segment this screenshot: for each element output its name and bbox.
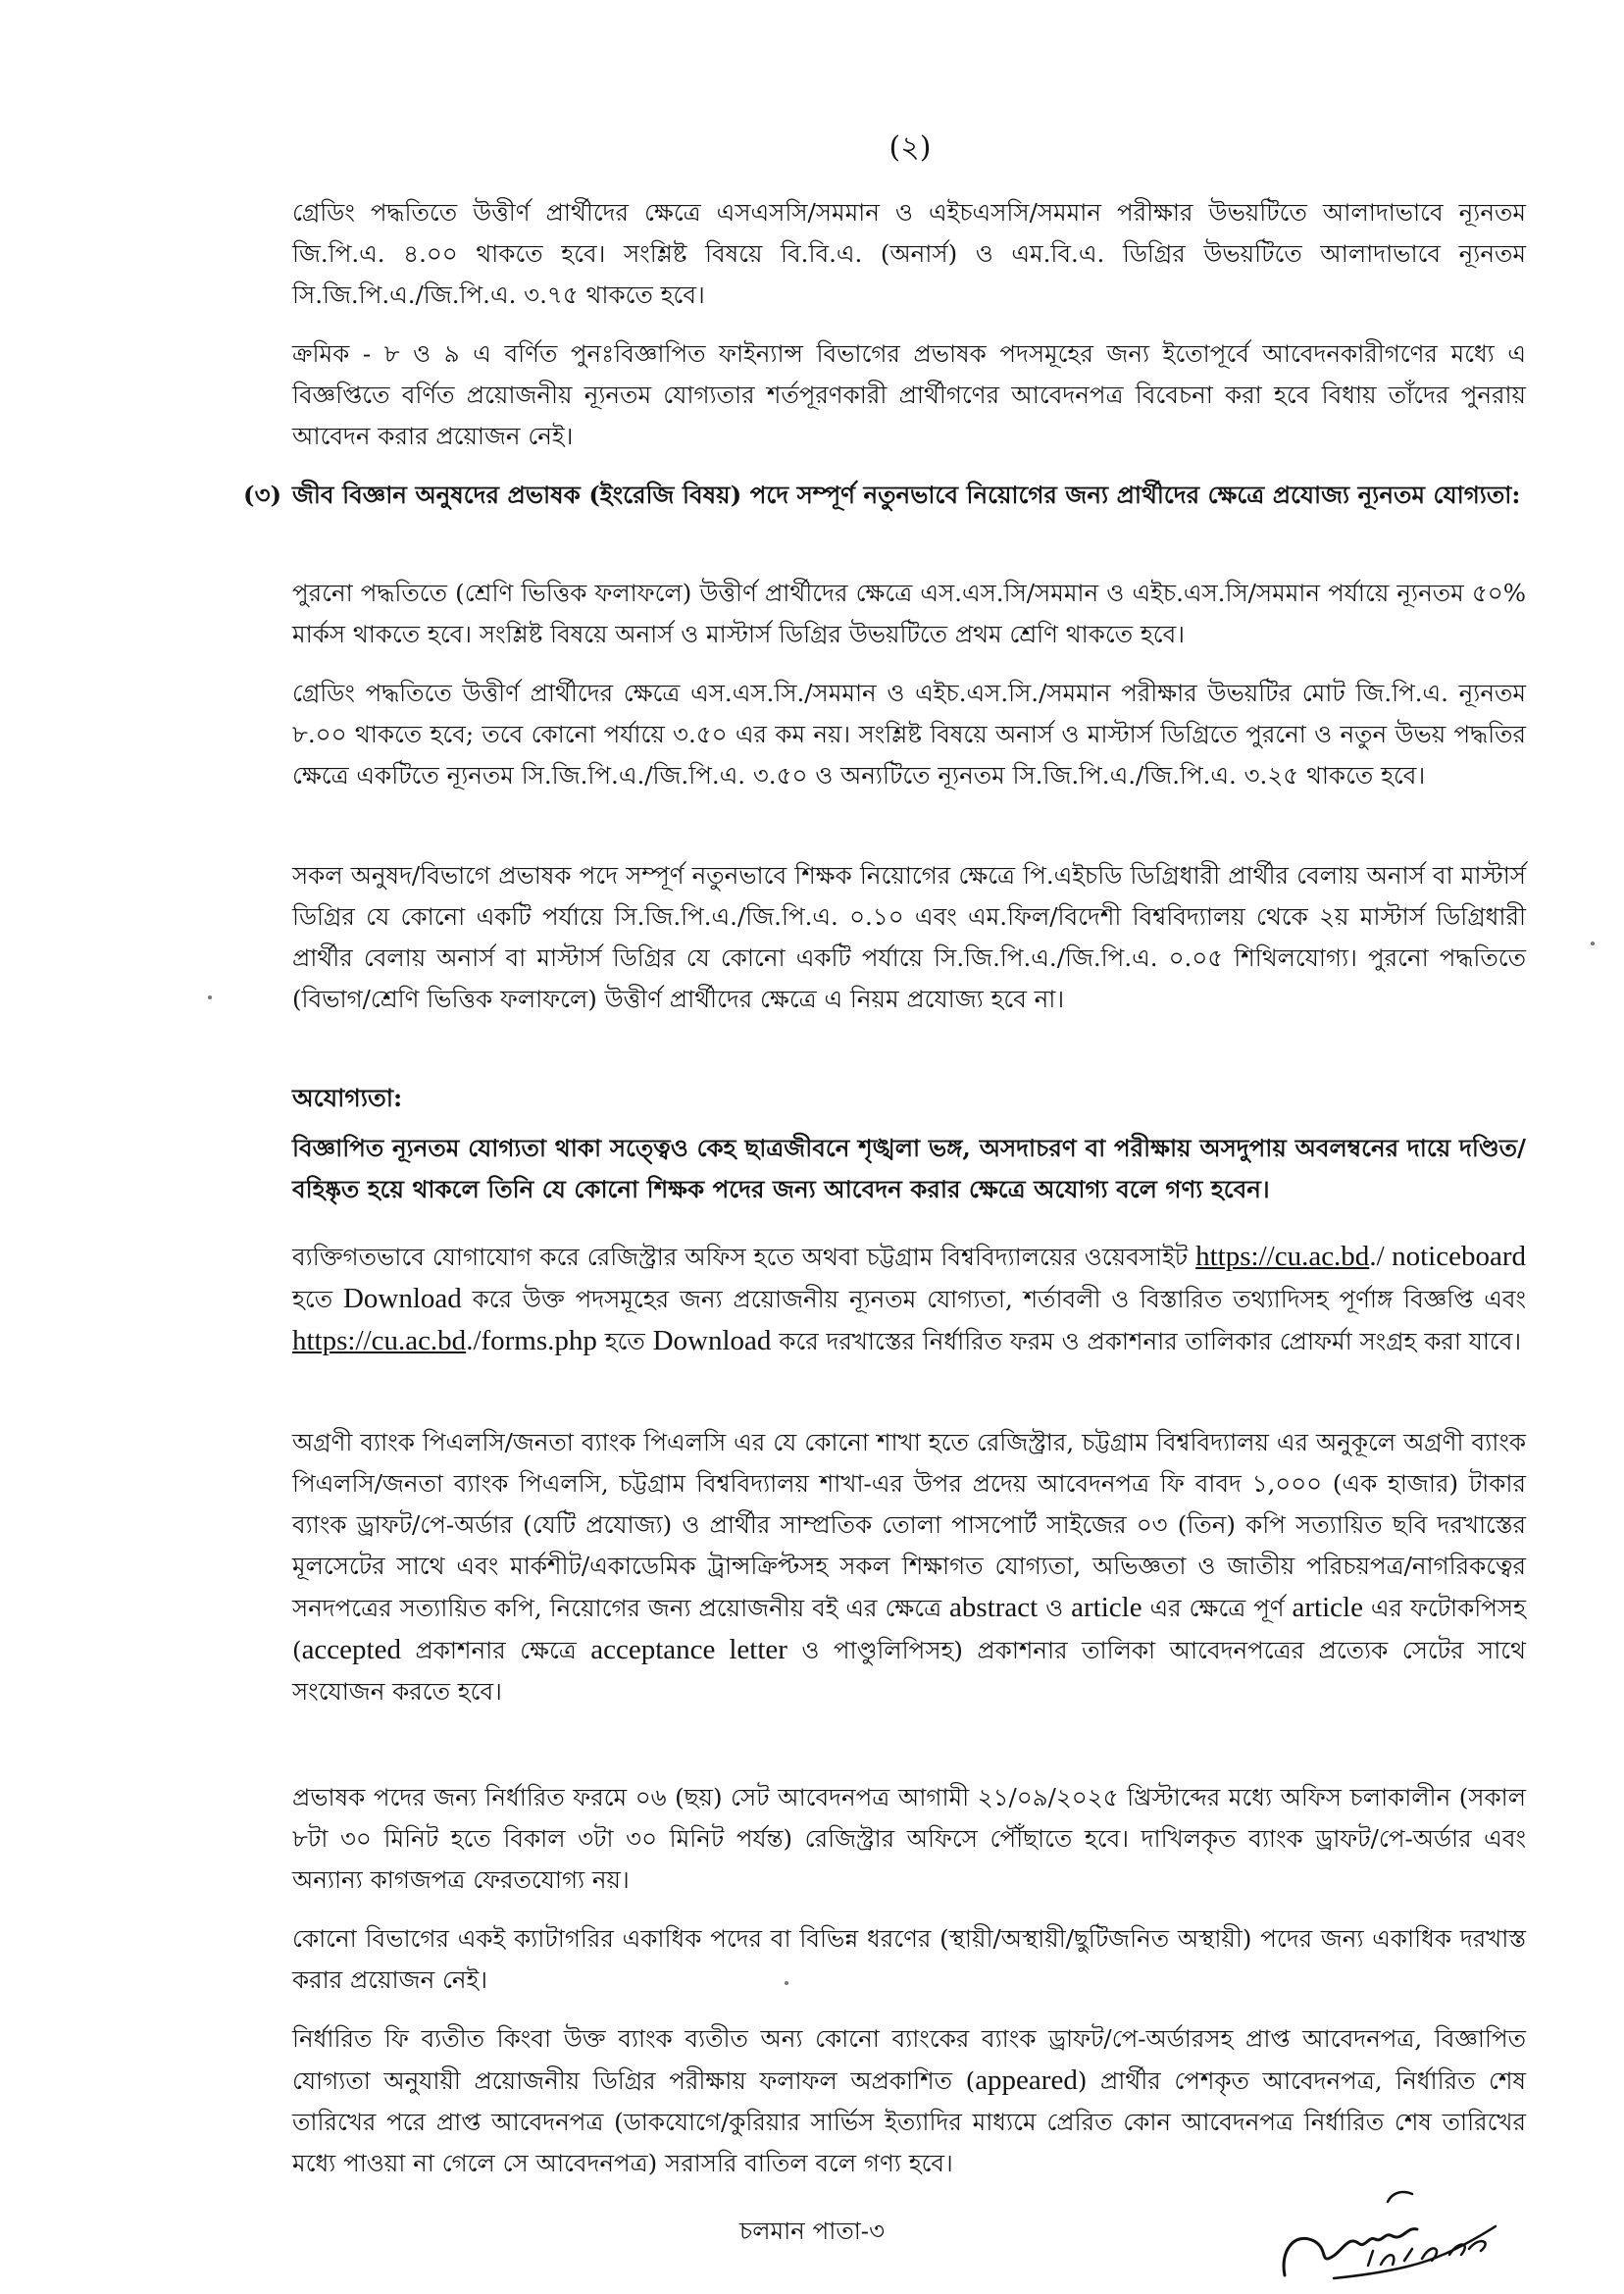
paragraph-application-fee <box>292 1422 1526 1712</box>
text-fragment: এর ক্ষেত্রে পূর্ণ <box>1142 1594 1293 1622</box>
text-fragment: করে উক্ত পদসমূহের জন্য প্রয়োজনীয় ন্যূনতম যোগ্যতা, শর্তাবলী ও বিস্তারিত তথ্যাদিসহ পূর্ণাঙ্গ বিজ্ঞপ্তি এবং <box>461 1285 1527 1313</box>
download-word: Download <box>652 1325 772 1356</box>
section-title: জীব বিজ্ঞান অনুষদের প্রভাষক (ইংরেজি বিষয়) পদে সম্পূর্ণ নতুনভাবে নিয়োগের জন্য প্রার্থীদের ক্ষেত্রে প্রযোজ্য ন্যূনতম যোগ্যতা: <box>292 481 1521 509</box>
latin-word: article <box>1071 1592 1142 1623</box>
download-info-text: ব্যক্তিগতভাবে যোগাযোগ করে রেজিস্ট্রার অফিস হতে অথবা চট্টগ্রাম বিশ্ববিদ্যালয়ের ওয়েবসাইট <box>292 1243 1189 1271</box>
paragraph-grading-system: গ্রেডিং পদ্ধতিতে উত্তীর্ণ প্রার্থীদের ক্ষেত্রে এস.এস.সি./সমমান ও এইচ.এস.সি./সমমান পরীক্ষার উভয়টির মোট জি.পি.এ. ন্যূনতম ৮.০০ থাকতে হবে; তবে কোনো পর্যায়ে ৩.৫০ এর কম নয়। সংশ্লিষ্ট বিষয়ে অনার্স ও মাস্টার্স ডিগ্রিতে পুরনো ও নতুন উভয় পদ্ধতির ক্ষেত্রে একটিতে ন্যূনতম সি.জি.পি.এ./জি.পি.এ. ৩.৫০ ও অন্যটিতে ন্যূনতম সি.জি.পি.এ./জি.পি.এ. ৩.২৫ থাকতে হবে। <box>292 679 1526 790</box>
text-fragment: প্রকাশনার ক্ষেত্রে <box>400 1636 591 1664</box>
latin-word: accepted <box>301 1634 401 1665</box>
text-fragment: এর ফটোকপিসহ ( <box>292 1594 1526 1664</box>
paragraph-rejection-conditions <box>292 2018 1526 2184</box>
noticeboard-path: ./ noticeboard <box>1369 1241 1526 1272</box>
paragraph-old-system: পুরনো পদ্ধতিতে (শ্রেণি ভিত্তিক ফলাফলে) উত্তীর্ণ প্রার্থীদের ক্ষেত্রে এস.এস.সি/সমমান ও এইচ.এস.সি/সমমান পর্যায়ে ন্যূনতম ৫০% মার্কস থাকতে হবে। সংশ্লিষ্ট বিষয়ে অনার্স ও মাস্টার্স ডিগ্রির উভয়টিতে প্রথম শ্রেণি থাকতে হবে। <box>292 579 1526 648</box>
scan-speck <box>208 995 212 999</box>
continuation-footer: চলমান পাতা-৩ <box>738 2217 886 2245</box>
paragraph-finance-readvertised: ক্রমিক - ৮ ও ৯ এ বর্ণিত পুনঃবিজ্ঞাপিত ফাইন্যান্স বিভাগের প্রভাষক পদসমূহের জন্য ইতোপূর্বে আবেদনকারীগণের মধ্যে এ বিজ্ঞপ্তিতে বর্ণিত প্রয়োজনীয় ন্যূনতম যোগ্যতার শর্তপূরণকারী প্রার্থীগণের আবেদনপত্র বিবেচনা করা হবে বিধায় তাঁদের পুনরায় আবেদন করার প্রয়োজন নেই। <box>292 339 1526 450</box>
page-number: (২) <box>888 130 932 165</box>
text-fragment: ও <box>1038 1594 1072 1622</box>
scan-speck <box>1591 942 1595 945</box>
text-fragment: হতে <box>596 1327 653 1355</box>
text-fragment: হতে <box>292 1285 343 1313</box>
text-fragment: অগ্রণী ব্যাংক পিএলসি/জনতা ব্যাংক পিএলসি এর যে কোনো শাখা হতে রেজিস্ট্রার, চট্টগ্রাম বিশ্ববিদ্যালয় এর অনুকূলে অগ্রণী ব্যাংক পিএলসি/জনতা ব্যাংক পিএলসি, চট্টগ্রাম বিশ্ববিদ্যালয় শাখা-এর উপর প্রদেয় আবেদনপত্র ফি বাবদ ১,০০০ (এক হাজার) টাকার ব্যাংক ড্রাফট/পে-অর্ডার (যেটি প্রযোজ্য) ও প্রার্থীর সাম্প্রতিক তোলা পাসপোর্ট সাইজের ০৩ (তিন) কপি সত্যায়িত ছবি দরখাস্তের মূলসেটের সাথে এবং মার্কশীট/একাডেমিক ট্রান্সক্রিপ্টসহ সকল শিক্ষাগত যোগ্যতা, অভিজ্ঞতা ও জাতীয় পরিচয়পত্র/নাগরিকত্বের সনদপত্রের সত্যায়িত কপি, নিয়োগের জন্য প্রয়োজনীয় বই এর ক্ষেত্রে <box>292 1428 1526 1622</box>
latin-word: abstract <box>949 1592 1039 1623</box>
latin-word: acceptance letter <box>590 1634 787 1665</box>
website-link[interactable]: https://cu.ac.bd <box>1195 1241 1370 1272</box>
paragraph-submission-deadline: প্রভাষক পদের জন্য নির্ধারিত ফরমে ০৬ (ছয়) সেট আবেদনপত্র আগামী ২১/০৯/২০২৫ খ্রিস্টাব্দের মধ্যে অফিস চলাকালীন (সকাল ৮টা ৩০ মিনিট হতে বিকাল ৩টা ৩০ মিনিট পর্যন্ত) রেজিস্ট্রার অফিসে পৌঁছাতে হবে। দাখিলকৃত ব্যাংক ড্রাফট/পে-অর্ডার এবং অন্যান্য কাগজপত্র ফেরতযোগ্য নয়। <box>292 1783 1526 1894</box>
paragraph-grading-bba: গ্রেডিং পদ্ধতিতে উত্তীর্ণ প্রার্থীদের ক্ষেত্রে এসএসসি/সমমান ও এইচএসসি/সমমান পরীক্ষার উভয়টিতে আলাদাভাবে ন্যূনতম জি.পি.এ. ৪.০০ থাকতে হবে। সংশ্লিষ্ট বিষয়ে বি.বি.এ. (অনার্স) ও এম.বি.এ. ডিগ্রির উভয়টিতে আলাদাভাবে ন্যূনতম সি.জি.পি.এ./জি.পি.এ. ৩.৭৫ থাকতে হবে। <box>292 198 1526 309</box>
paragraph-download-info <box>292 1236 1526 1362</box>
disqualification-heading: অযোগ্যতা: <box>292 1084 403 1112</box>
paragraph-disqualification: বিজ্ঞাপিত ন্যূনতম যোগ্যতা থাকা সত্ত্বেও কেহ ছাত্রজীবনে শৃঙ্খলা ভঙ্গ, অসদাচরণ বা পরীক্ষায় অসদুপায় অবলম্বনের দায়ে দণ্ডিত/বহিষ্কৃত হয়ে থাকলে তিনি যে কোনো শিক্ষক পদের জন্য আবেদন করার ক্ষেত্রে অযোগ্য বলে গণ্য হবেন। <box>292 1134 1526 1203</box>
text-fragment: ) প্রার্থীর পেশকৃত আবেদনপত্র, নির্ধারিত শেষ তারিখের পরে প্রাপ্ত আবেদনপত্র (ডাকযোগে/কুরিয়ার সার্ভিস ইত্যাদির মাধ্যমে প্রেরিত কোন আবেদনপত্র নির্ধারিত শেষ তারিখের মধ্যে পাওয়া না গেলে সে আবেদনপত্র) সরাসরি বাতিল বলে গণ্য হবে। <box>292 2066 1527 2177</box>
scan-speck <box>785 1981 788 1985</box>
signature-icon <box>1275 2182 1510 2290</box>
section-number: (৩) <box>243 481 282 509</box>
text-fragment: ও পাণ্ডুলিপিসহ) প্রকাশনার তালিকা আবেদনপত্রের প্রত্যেক সেটের সাথে সংযোজন করতে হবে। <box>292 1636 1527 1706</box>
paragraph-relaxation: সকল অনুষদ/বিভাগে প্রভাষক পদে সম্পূর্ণ নতুনভাবে শিক্ষক নিয়োগের ক্ষেত্রে পি.এইচডি ডিগ্রিধারী প্রার্থীর বেলায় অনার্স বা মাস্টার্স ডিগ্রির যে কোনো একটি পর্যায়ে সি.জি.পি.এ./জি.পি.এ. ০.১০ এবং এম.ফিল/বিদেশী বিশ্ববিদ্যালয় থেকে ২য় মাস্টার্স ডিগ্রিধারী প্রার্থীর বেলায় অনার্স বা মাস্টার্স ডিগ্রির যে কোনো একটি পর্যায়ে সি.জি.পি.এ./জি.পি.এ. ০.০৫ শিথিলযোগ্য। পুরনো পদ্ধতিতে (বিভাগ/শ্রেণি ভিত্তিক ফলাফলে) উত্তীর্ণ প্রার্থীদের ক্ষেত্রে এ নিয়ম প্রযোজ্য হবে না। <box>292 861 1526 1013</box>
text-fragment: নির্ধারিত ফি ব্যতীত কিংবা উক্ত ব্যাংক ব্যতীত অন্য কোনো ব্যাংকের ব্যাংক ড্রাফট/পে-অর্ডারসহ প্রাপ্ত আবেদনপত্র, বিজ্ঞাপিত যোগ্যতা অনুযায়ী প্রয়োজনীয় ডিগ্রির পরীক্ষায় ফলাফল অপ্রকাশিত ( <box>292 2024 1526 2095</box>
forms-link[interactable]: https://cu.ac.bd <box>292 1325 467 1356</box>
text-fragment: করে দরখাস্তের নির্ধারিত ফরম ও প্রকাশনার তালিকার প্রোফর্মা সংগ্রহ করা যাবে। <box>771 1327 1522 1355</box>
forms-path: ./forms.php <box>466 1325 597 1356</box>
latin-word: appeared <box>975 2065 1078 2096</box>
paragraph-multiple-applications: কোনো বিভাগের একই ক্যাটাগরির একাধিক পদের বা বিভিন্ন ধরণের (স্থায়ী/অস্থায়ী/ছুটিজনিত অস্থায়ী) পদের জন্য একাধিক দরখাস্ত করার প্রয়োজন নেই। <box>292 1924 1526 1994</box>
download-word: Download <box>342 1283 462 1314</box>
section-3-heading <box>243 475 1526 516</box>
latin-word: article <box>1292 1592 1363 1623</box>
